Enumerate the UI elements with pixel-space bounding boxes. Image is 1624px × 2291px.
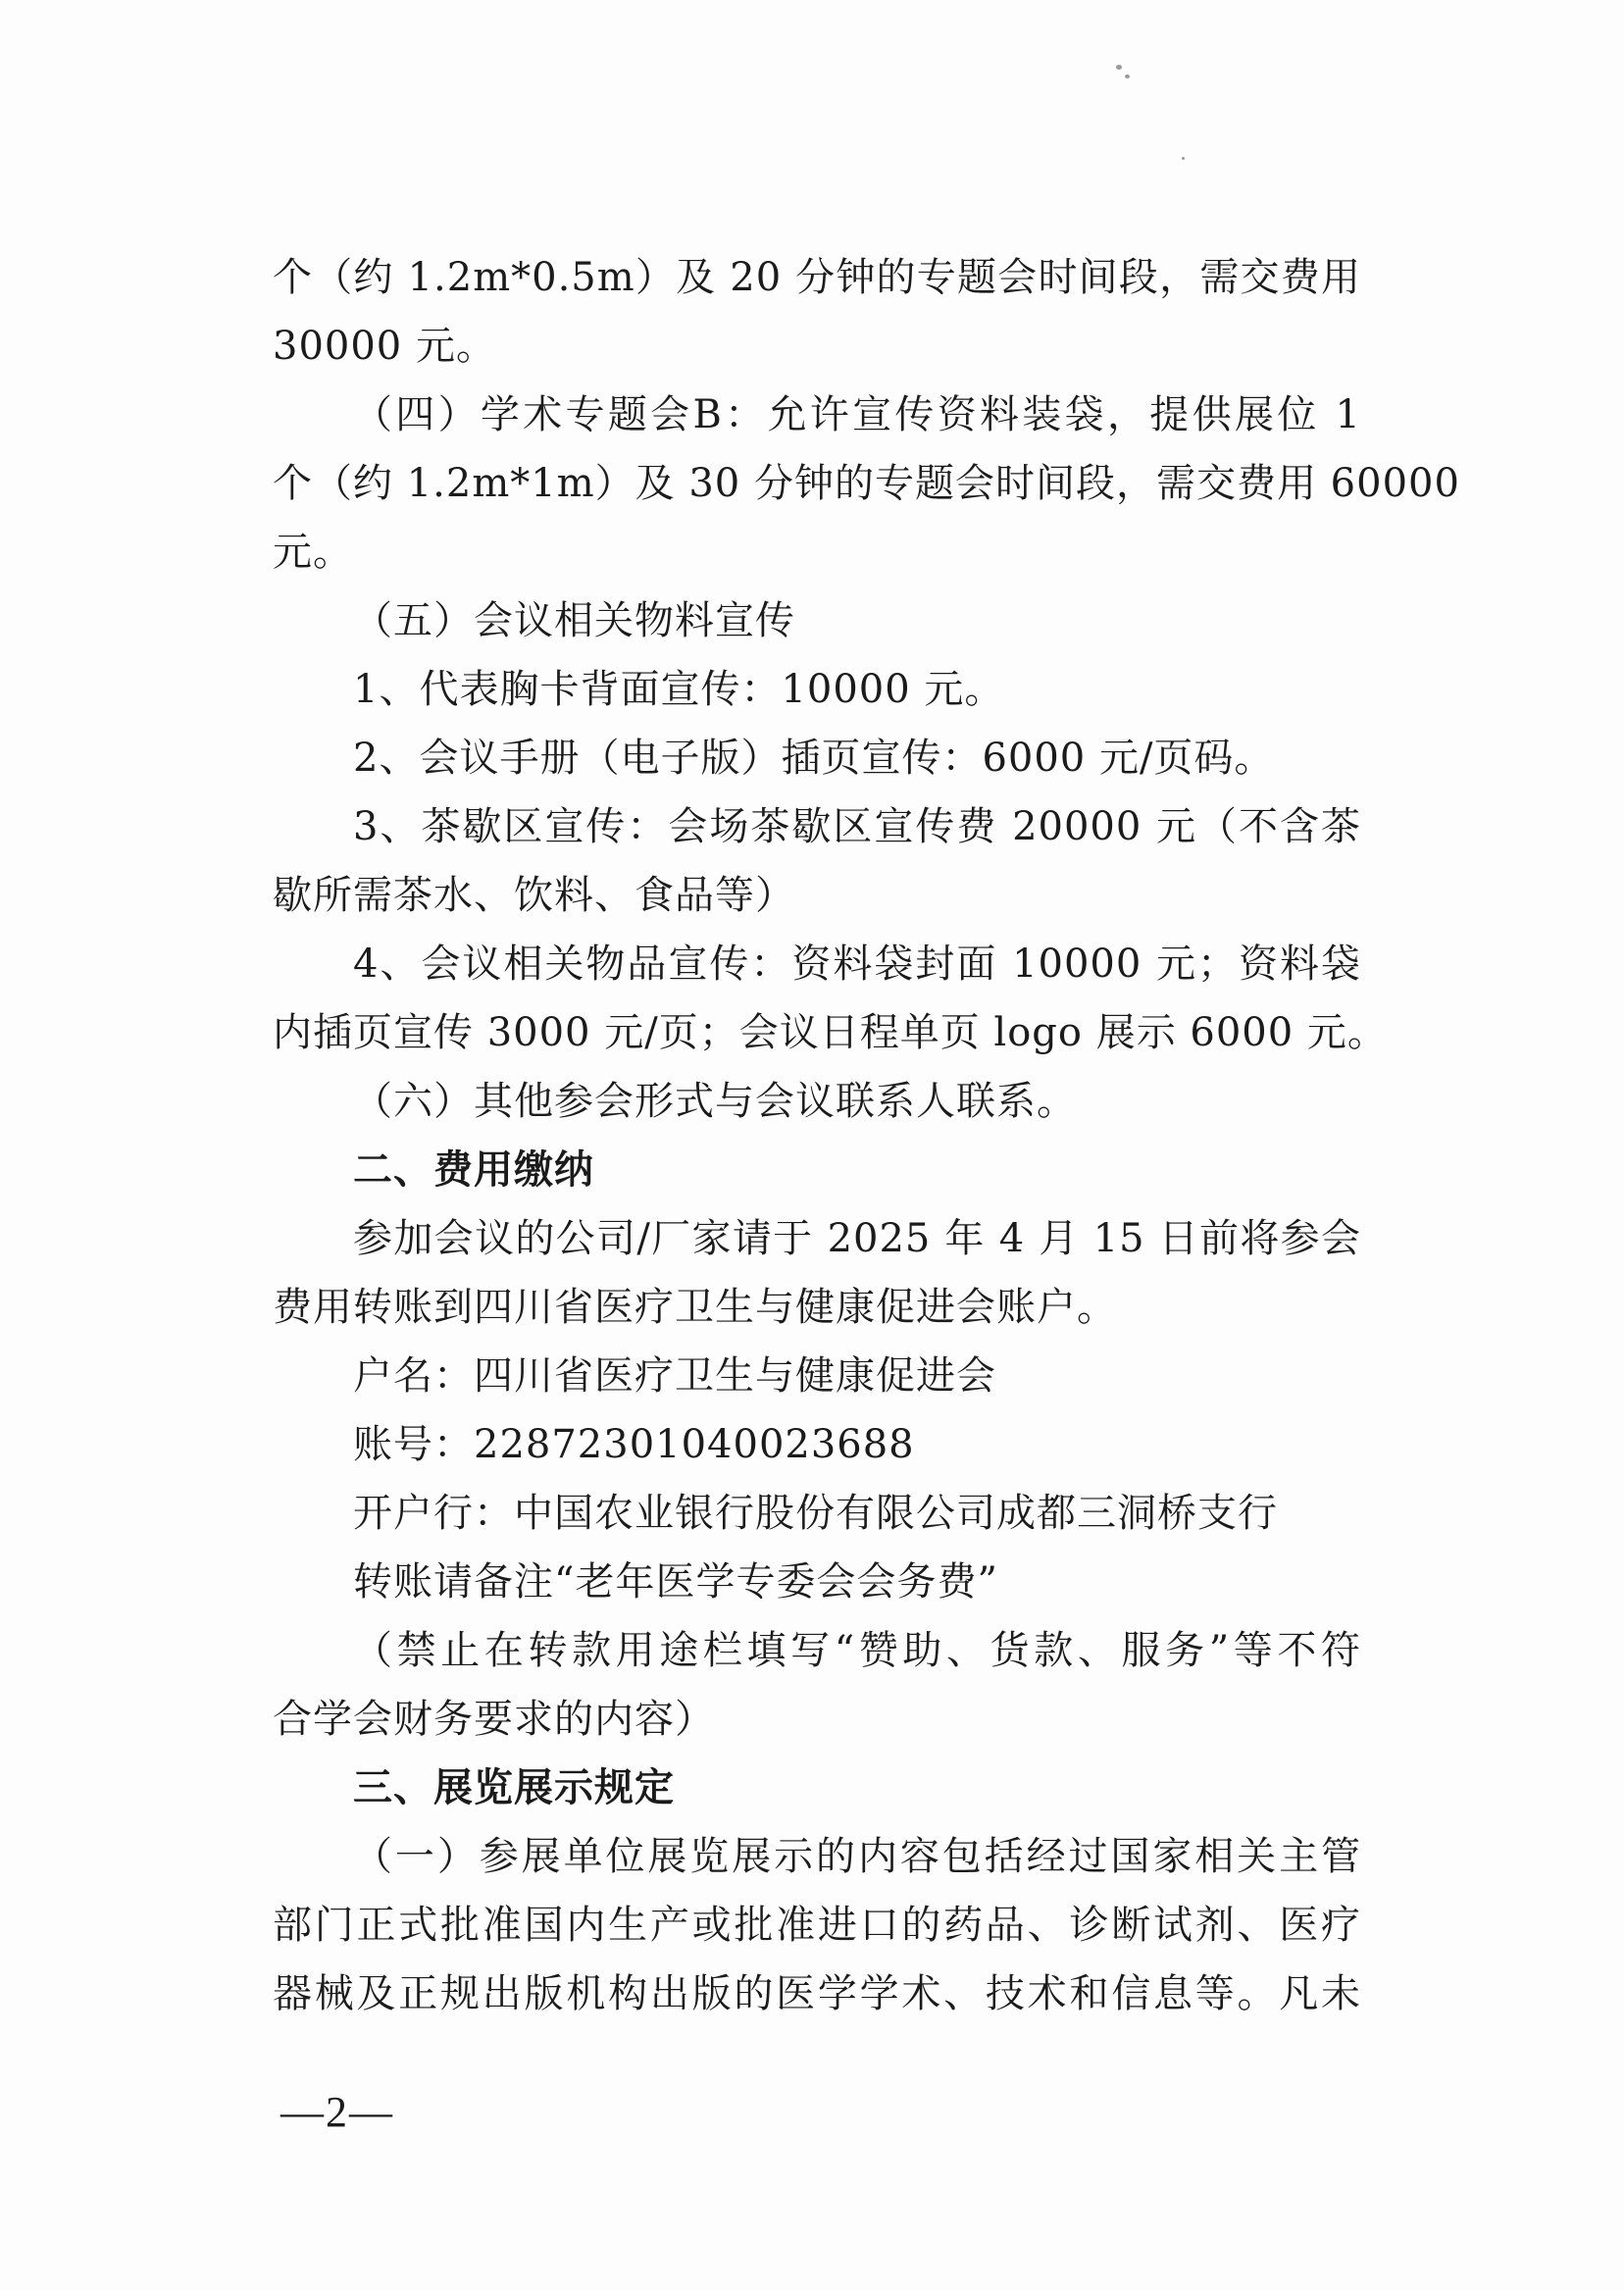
text-line: 30000 元。	[273, 324, 496, 369]
text-line: （六）其他参会形式与会议联系人联系。	[353, 1079, 1077, 1124]
section-heading: 三、展览展示规定	[353, 1765, 675, 1810]
text-line: 参加会议的公司/厂家请于 2025 年 4 月 15 日前将参会	[353, 1216, 1361, 1261]
text-line: 转账请备注“老年医学专委会会务费”	[353, 1559, 998, 1604]
text-line: 内插页宣传 3000 元/页；会议日程单页 logo 展示 6000 元。	[273, 1010, 1388, 1055]
scan-speck	[1125, 75, 1130, 78]
text-line: 费用转账到四川省医疗卫生与健康促进会账户。	[273, 1285, 1117, 1330]
text-line: 歇所需茶水、饮料、食品等）	[273, 873, 795, 918]
text-line: 个（约 1.2m*1m）及 30 分钟的专题会时间段，需交费用 60000	[273, 461, 1460, 506]
text-line: 部门正式批准国内生产或批准进口的药品、诊断试剂、医疗	[273, 1903, 1361, 1948]
text-line: （四）学术专题会B：允许宣传资料装袋，提供展位 1	[353, 392, 1361, 437]
text-line: 户名：四川省医疗卫生与健康促进会	[353, 1353, 996, 1399]
document-body	[273, 243, 1460, 2028]
scan-speck	[1116, 65, 1122, 70]
text-line: 4、会议相关物品宣传：资料袋封面 10000 元；资料袋	[353, 942, 1361, 987]
text-line: 开户行：中国农业银行股份有限公司成都三洞桥支行	[353, 1491, 1278, 1536]
text-line: 器械及正规出版机构出版的医学学术、技术和信息等。凡未	[273, 1971, 1361, 2016]
text-line: （五）会议相关物料宣传	[353, 598, 795, 643]
text-line: 合学会财务要求的内容）	[273, 1697, 715, 1742]
text-line: 元。	[273, 530, 353, 575]
text-line: 个（约 1.2m*0.5m）及 20 分钟的专题会时间段，需交费用	[273, 255, 1361, 300]
text-line: 2、会议手册（电子版）插页宣传：6000 元/页码。	[353, 736, 1275, 781]
text-line: 账号：22872301040023688	[353, 1422, 915, 1467]
text-line: 3、茶歇区宣传：会场茶歇区宣传费 20000 元（不含茶	[353, 804, 1361, 849]
text-line: （禁止在转款用途栏填写“赞助、货款、服务”等不符	[353, 1628, 1361, 1673]
page-number: —2—	[280, 2088, 394, 2136]
scan-speck	[1182, 157, 1185, 160]
text-line: 1、代表胸卡背面宣传：10000 元。	[353, 667, 1005, 712]
section-heading: 二、费用缴纳	[353, 1147, 594, 1193]
text-line: （一）参展单位展览展示的内容包括经过国家相关主管	[353, 1834, 1361, 1879]
